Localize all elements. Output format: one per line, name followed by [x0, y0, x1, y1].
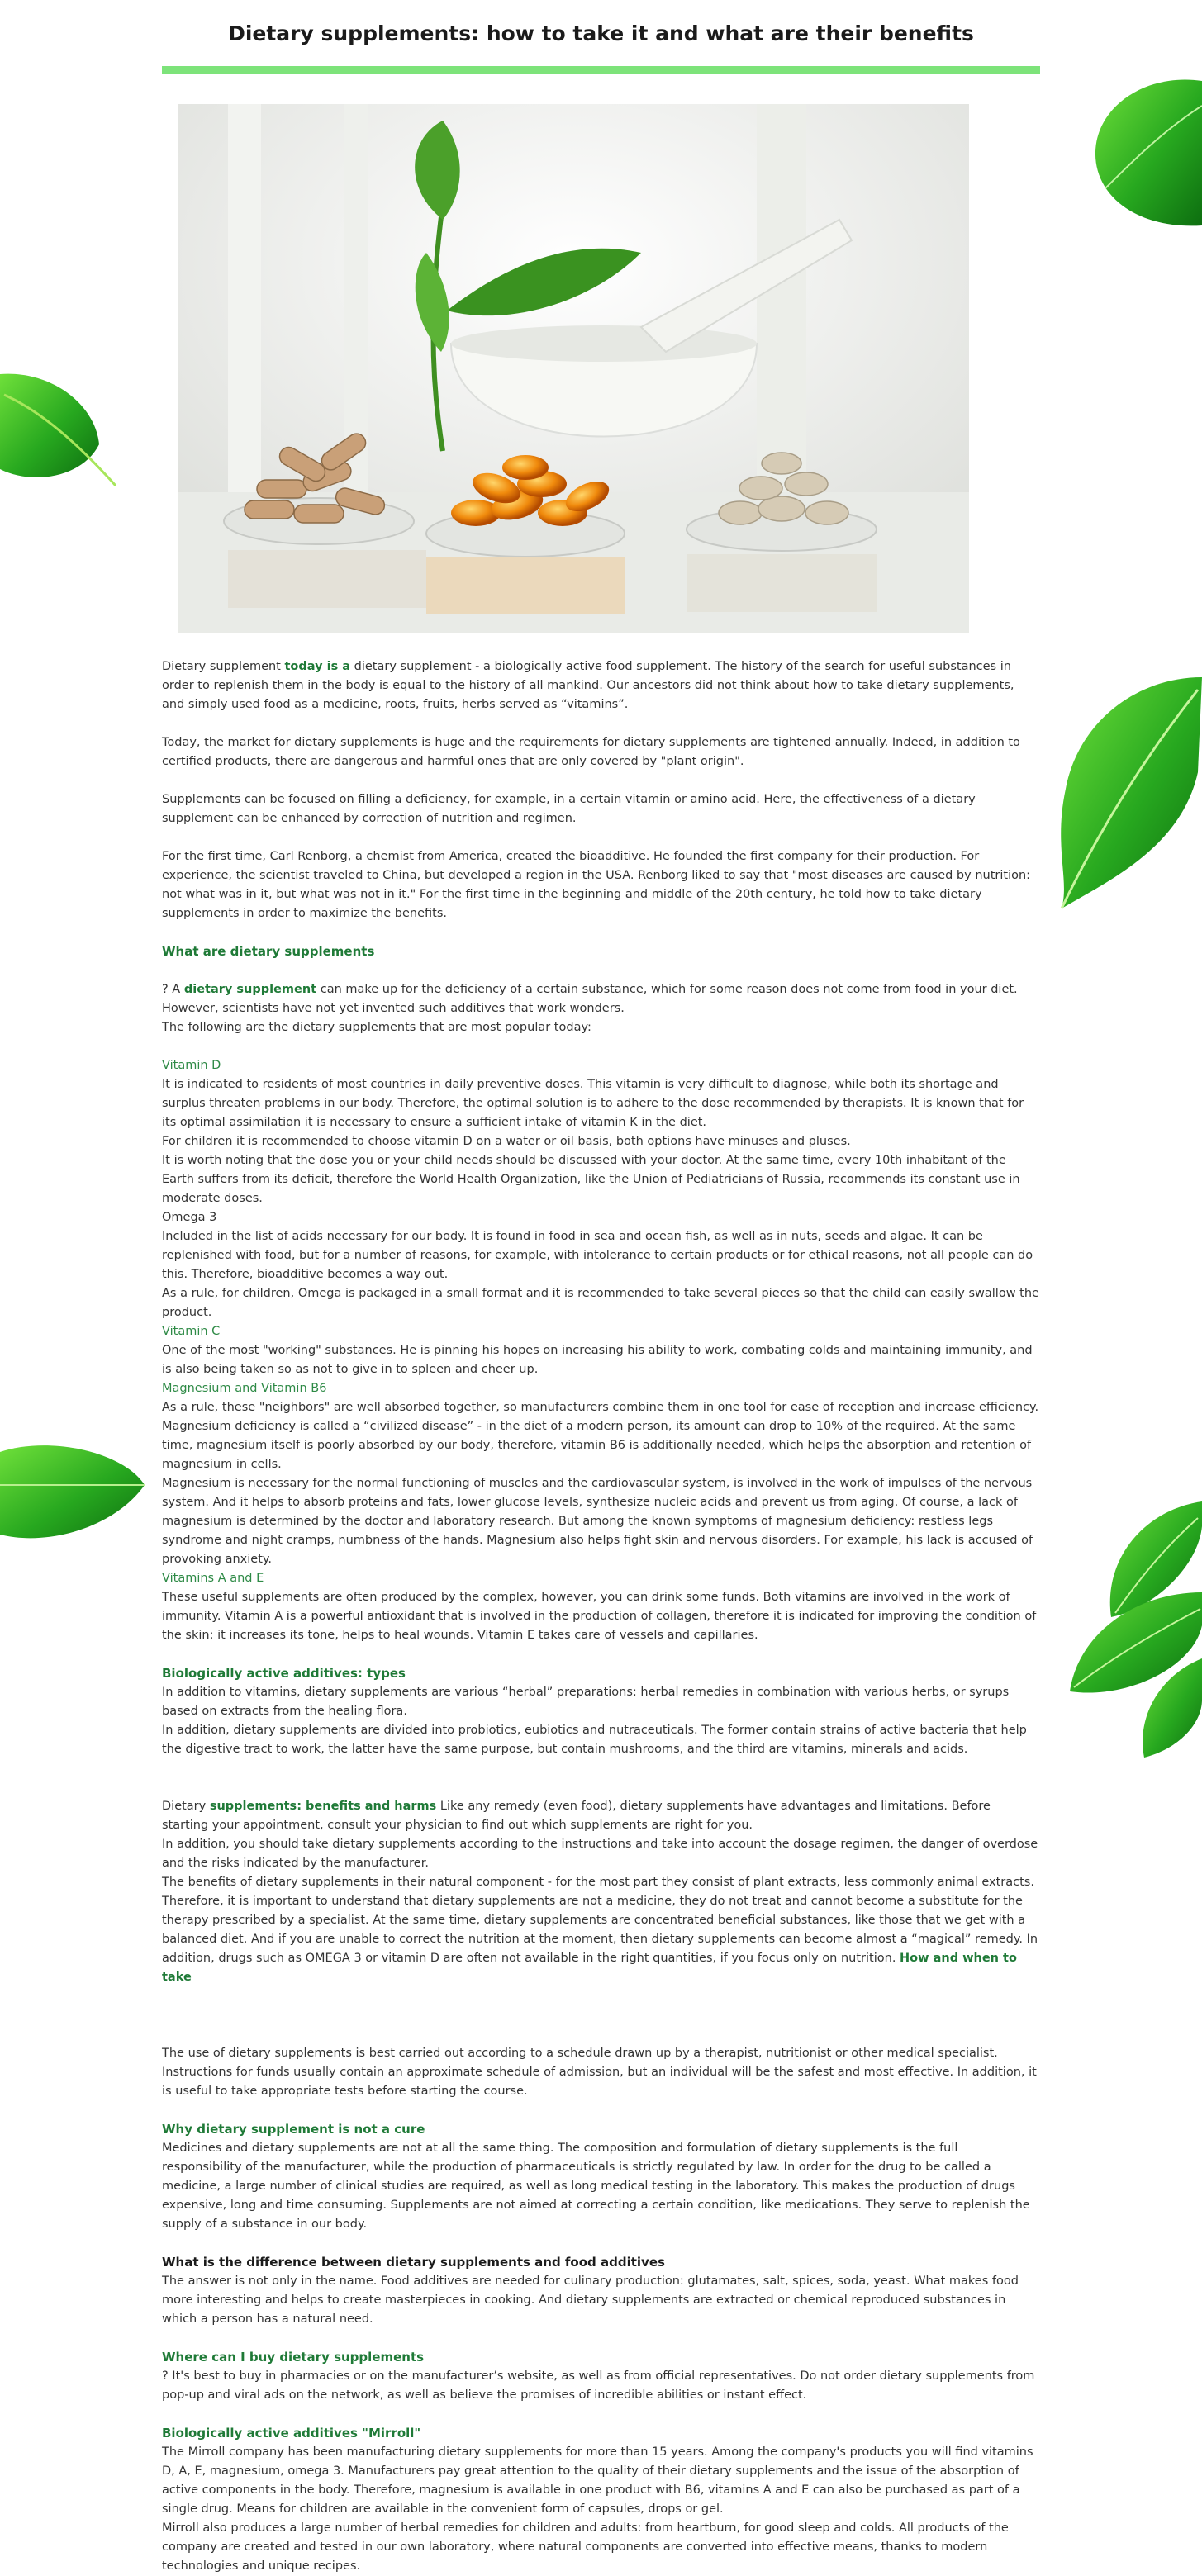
dietary-supplement-link[interactable]: dietary supplement [183, 983, 317, 996]
benefits-paragraph-2: In addition, you should take dietary supplements according to the instructions and take into account the dosage regimen, the danger of overdose and the risks indicated by the manufacturer. [162, 1838, 1038, 1870]
heading-mirroll: Biologically active additives "Mirroll" [162, 2426, 421, 2441]
benefits-and-harms-link[interactable]: supplements: benefits and harms [209, 1800, 437, 1813]
schedule-paragraph: The use of dietary supplements is best carried out according to a schedule drawn up by a therapist, nutritionist or other medical specialist. Instructions for funds usually contain an approximate schedule of admission, but an individual will be the safest and most effective. In addition, it is useful to take appropriate tests before starting the course. [162, 2047, 1037, 2098]
page-title: Dietary supplements: how to take it and what are their benefits [228, 21, 974, 45]
focus-paragraph: Supplements can be focused on filling a deficiency, for example, in a certain vitamin or amino acid. Here, the effectiveness of a dietary supplement can be enhanced by correction of nutrition and regimen. [162, 793, 976, 825]
subheading-vitamins-a-e: Vitamins A and E [162, 1572, 264, 1585]
today-is-a-link[interactable]: today is a [284, 660, 351, 673]
heading-not-a-cure: Why dietary supplement is not a cure [162, 2122, 425, 2137]
vitamin-c-text: One of the most "working" substances. He is pinning his hopes on increasing his ability to work, combating colds and maintaining immunity, and is also being taken so as not to give in to spleen and cheer up. [162, 1344, 1033, 1376]
title-underline-bar [162, 66, 1040, 74]
vitamin-d-text-2: For children it is recommended to choose vitamin D on a water or oil basis, both options have minuses and pluses. [162, 1135, 851, 1148]
mirroll-text-2: Mirroll also produces a large number of herbal remedies for children and adults: from heartburn, for good sleep and colds. All products of the company are created and tested in our own laboratory, where natural components are converted into effective means, thanks to modern technologies and unique recipes. [162, 2521, 1009, 2573]
how-and-when-to-take-link[interactable]: How and when to take [162, 1952, 1017, 1984]
heading-where-to-buy: Where can I buy dietary supplements [162, 2350, 425, 2365]
leaf-right-middle-decoration [1037, 673, 1202, 913]
difference-text: The answer is not only in the name. Food additives are needed for culinary production: glutamates, salt, spices, soda, yeast. What makes food more interesting and helps to create masterpieces in cooking. And dietary supplements are extracted or chemical reproduced substances in which a person has a natural need. [162, 2275, 1019, 2326]
subheading-omega-3: Omega 3 [162, 1211, 217, 1224]
vitamin-d-text-1: It is indicated to residents of most countries in daily preventive doses. This vitamin is very difficult to diagnose, while both its shortage and surplus threaten problems in our body. Therefore, the optimal solution is to adhere to the dose recommended by therapists. It is known that for its optimal assimilation it is necessary to ensure a sufficient intake of vitamin K in the diet. [162, 1078, 1024, 1129]
vitamins-a-e-text: These useful supplements are often produced by the complex, however, you can drink some funds. Both vitamins are involved in the work of immunity. Vitamin A is a powerful antioxidant that is involved in the production of collagen, therefore it is indicated for improving the condition of the skin: it increases its tone, helps to heal wounds. Vitamin E takes care of vessels and capillaries. [162, 1591, 1037, 1642]
heading-what-are-dietary-supplements: What are dietary supplements [162, 944, 375, 959]
mint-leaves-right-decoration [1053, 1493, 1202, 1762]
leaf-left-lower-decoration [0, 1435, 149, 1547]
mirroll-text-1: The Mirroll company has been manufacturing dietary supplements for more than 15 years. Among the company's products you will find vitamins D, A, E, magnesium, omega 3. Manufacturers pay great attention to the quality of their dietary supplements and the issue of the absorption of active components in the body. Therefore, magnesium is available in one product with B6, vitamins A and E can also be purchased as part of a single drug. Means for children are available in the convenient form of capsules, drops or gel. [162, 2446, 1033, 2516]
magnesium-text-2: Magnesium deficiency is called a “civilized disease” - in the diet of a modern person, its amount can drop to 10% of the required. At the same time, magnesium itself is poorly absorbed by our body, therefore, vitamin B6 is additionally needed, which helps the absorption and retention of magnesium in cells. [162, 1420, 1032, 1471]
leaf-top-right-decoration [1089, 73, 1202, 234]
popular-intro: The following are the dietary supplements that are most popular today: [162, 1021, 591, 1034]
subheading-vitamin-c: Vitamin C [162, 1325, 221, 1338]
heading-difference: What is the difference between dietary supplements and food additives [162, 2255, 665, 2270]
vitamin-d-text-3: It is worth noting that the dose you or your child needs should be discussed with your doctor. At the same time, every 10th inhabitant of the Earth suffers from its deficit, therefore the World Health Organization, like the Union of Pediatricians of Russia, recommends its constant use in moderate doses. [162, 1154, 1020, 1205]
where-to-buy-text: ? It's best to buy in pharmacies or on the manufacturer’s website, as well as from official representatives. Do not order dietary supplements from pop-up and viral ads on the network, as well as believe the promises of incredible abilities or instant effect. [162, 2370, 1035, 2402]
types-text-2: In addition, dietary supplements are divided into probiotics, eubiotics and nutraceuticals. The former contain strains of active bacteria that help the digestive tract to work, the latter have the same purpose, but contain mushrooms, and the third are vitamins, minerals and acids. [162, 1724, 1027, 1756]
hero-image-supplements [178, 104, 969, 633]
subheading-magnesium-b6: Magnesium and Vitamin B6 [162, 1382, 327, 1395]
intro-paragraph: Dietary supplement today is a dietary supplement - a biologically active food supplement. The history of the search for useful substances in order to replenish them in the body is equal to the history of all mankind. Our ancestors did not think about how to take dietary supplements, and simply used food as a medicine, roots, fruits, herbs served as “vitamins”. [162, 660, 1014, 711]
types-text-1: In addition to vitamins, dietary supplements are various “herbal” preparations: herbal remedies in combination with various herbs, or syrups based on extracts from the healing flora. [162, 1686, 1010, 1718]
omega-text-1: Included in the list of acids necessary for our body. It is found in food in sea and ocean fish, as well as in nuts, seeds and algae. It can be replenished with food, but for a number of reasons, for example, with intolerance to certain products or for ethical reasons, not all people can do this. Therefore, bioadditive becomes a way out. [162, 1230, 1033, 1281]
subheading-vitamin-d: Vitamin D [162, 1059, 221, 1072]
leaf-left-upper-decoration [0, 370, 124, 490]
not-a-cure-text: Medicines and dietary supplements are not at all the same thing. The composition and formulation of dietary supplements is the full responsibility of the manufacturer, while the production of pharmaceuticals is strictly regulated by law. In order for the drug to be called a medicine, a large number of clinical studies are required, as well as long medical testing in the laboratory. This makes the production of drugs expensive, long and time consuming. Supplements are not aimed at correcting a certain condition, like medications. They serve to replenish the supply of a substance in our body. [162, 2142, 1030, 2231]
magnesium-text-3: Magnesium is necessary for the normal functioning of muscles and the cardiovascular system, is involved in the work of impulses of the nervous system. And it helps to absorb proteins and fats, lower glucose levels, synthesize nucleic acids and prevent us from aging. Of course, a lack of magnesium is determined by the doctor and laboratory research. But among the known symptoms of magnesium deficiency: restless legs syndrome and night cramps, numbness of the hands. Magnesium also helps fight skin and nervous disorders. For example, his lack is accused of provoking anxiety. [162, 1477, 1033, 1566]
history-paragraph: For the first time, Carl Renborg, a chemist from America, created the bioadditive. He founded the first company for their production. For experience, the scientist traveled to China, but developed a region in the USA. Renborg liked to say that "most diseases are caused by nutrition: not what was in it, but what was not in it." For the first time in the beginning and middle of the 20th century, he told how to take dietary supplements in order to maximize the benefits. [162, 850, 1031, 920]
omega-text-2: As a rule, for children, Omega is packaged in a small format and it is recommended to take several pieces so that the child can easily swallow the product. [162, 1287, 1039, 1319]
article-body [162, 657, 1040, 2576]
benefits-paragraph-1: Dietary supplements: benefits and harms Like any remedy (even food), dietary supplements have advantages and limitations. Before starting your appointment, consult your physician to find out which supplements are right for you. [162, 1800, 991, 1832]
definition-paragraph: ? A dietary supplement can make up for the deficiency of a certain substance, which for some reason does not come from food in your diet. However, scientists have not yet invented such additives that work wonders. [162, 983, 1018, 1015]
market-paragraph: Today, the market for dietary supplements is huge and the requirements for dietary supplements are tightened annually. Indeed, in addition to certified products, there are dangerous and harmful ones that are only covered by "plant origin". [162, 736, 1020, 768]
magnesium-text-1: As a rule, these "neighbors" are well absorbed together, so manufacturers combine them in one tool for ease of reception and increase efficiency. [162, 1401, 1039, 1414]
benefits-paragraph-3: The benefits of dietary supplements in their natural component - for the most part they consist of plant extracts, less commonly animal extracts. Therefore, it is important to understand that dietary supplements are not a medicine, they do not treat and cannot become a substitute for the therapy prescribed by a specialist. At the same time, dietary supplements are concentrated beneficial substances, like those that we get with a balanced diet. And if you are unable to correct the nutrition at the moment, then dietary supplements can become almost a “magical” remedy. In addition, drugs such as OMEGA 3 or vitamin D are often not available in the right quantities, if you focus only on nutrition. How and when to take [162, 1876, 1038, 1984]
heading-additive-types: Biologically active additives: types [162, 1666, 406, 1681]
